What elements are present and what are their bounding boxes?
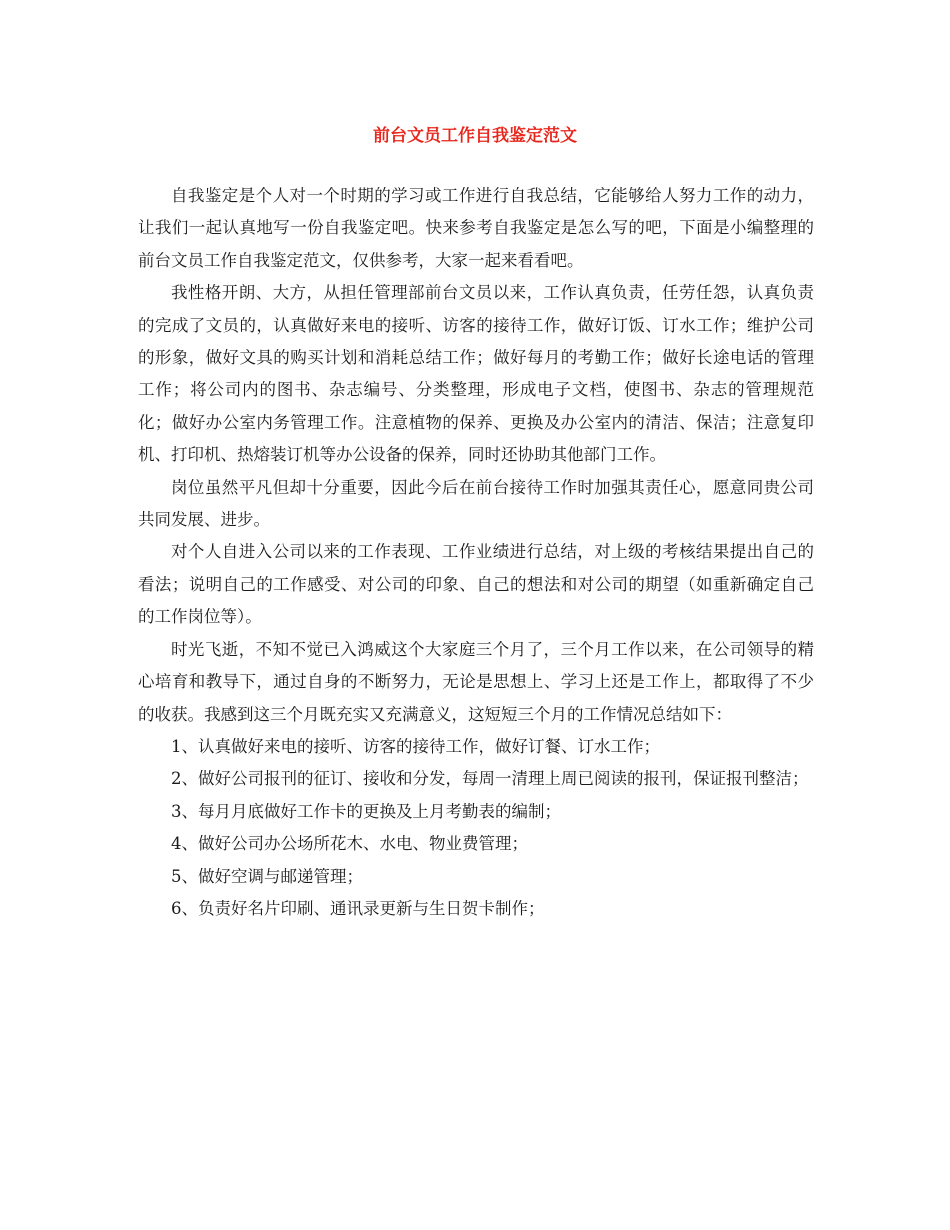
list-item: 1、认真做好来电的接听、访客的接待工作，做好订餐、订水工作； (171, 736, 660, 756)
list-item: 5、做好空调与邮递管理； (171, 866, 363, 886)
list-item: 2、做好公司报刊的征订、接收和分发，每周一清理上周已阅读的报刊，保证报刊整洁； (171, 769, 809, 789)
list-item: 6、负责好名片印刷、通讯录更新与生日贺卡制作； (171, 898, 545, 918)
paragraph-commitment: 岗位虽然平凡但却十分重要，因此今后在前台接待工作时加强其责任心，愿意同贵公司共同发展、进步。 (138, 477, 814, 530)
paragraph-summary-guide: 对个人自进入公司以来的工作表现、工作业绩进行总结，对上级的考核结果提出自己的看法；说明自己的工作感受、对公司的印象、自己的想法和对公司的期望（如重新确定自己的工作岗位等）。 (138, 542, 814, 627)
list-item: 3、每月月底做好工作卡的更换及上月考勤表的编制； (171, 801, 561, 821)
document-title: 前台文员工作自我鉴定范文 (373, 126, 577, 146)
paragraph-duties: 我性格开朗、大方，从担任管理部前台文员以来，工作认真负责，任劳任怨，认真负责的完成了文员的，认真做好来电的接听、访客的接待工作，做好订饭、订水工作；维护公司的形象，做好文具的购买计划和消耗总结工作；做好每月的考勤工作；做好长途电话的管理工作；将公司内的图书、杂志编号、分类整理，形成电子文档，使图书、杂志的管理规范化；做好办公室内务管理工作。注意植物的保养、更换及办公室内的清洁、保洁；注意复印机、打印机、热熔装订机等办公设备的保养，同时还协助其他部门工作。 (138, 283, 814, 465)
paragraph-intro: 自我鉴定是个人对一个时期的学习或工作进行自我总结，它能够给人努力工作的动力，让我们一起认真地写一份自我鉴定吧。快来参考自我鉴定是怎么写的吧，下面是小编整理的前台文员工作自我鉴定范文，仅供参考，大家一起来看看吧。 (138, 186, 814, 270)
document-body (138, 180, 814, 925)
paragraph-three-months: 时光飞逝，不知不觉已入鸿威这个大家庭三个月了，三个月工作以来，在公司领导的精心培育和教导下，通过自身的不断努力，无论是思想上、学习上还是工作上，都取得了不少的收获。我感到这三个月既充实又充满意义，这短短三个月的工作情况总结如下： (138, 639, 814, 724)
list-item: 4、做好公司办公场所花木、水电、物业费管理； (171, 834, 528, 854)
